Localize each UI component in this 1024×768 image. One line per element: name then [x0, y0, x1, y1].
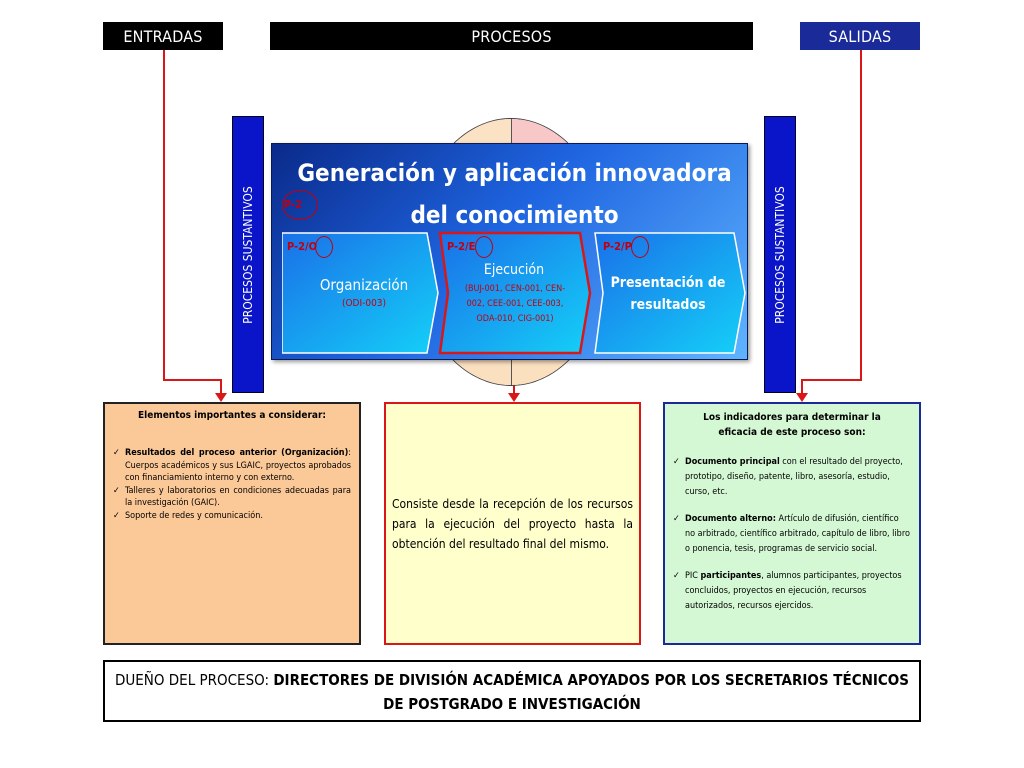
main-process-tag: P-2	[284, 198, 303, 211]
inputs-item-3	[125, 510, 351, 523]
inputs-item-1-text: : Cuerpos académicos y sus LGAIC, proyectos aprobados con financiamiento interno y con externo.	[125, 448, 351, 483]
inputs-item-2-text: Talleres y laboratorios en condiciones adecuadas para la investigación (GAIC).	[125, 485, 351, 508]
outputs-item-2	[685, 512, 911, 557]
side-bar-left	[232, 116, 264, 393]
outputs-item-3-pre: PIC	[685, 571, 701, 581]
outputs-box	[663, 402, 921, 645]
stage-organizacion-tag-capsule	[315, 236, 333, 258]
inputs-box	[103, 402, 361, 645]
outputs-item-3-text: , alumnos participantes, proyectos concluidos, proyectos en ejecución, recursos autorizados, recursos ejercidos.	[685, 571, 902, 611]
stage-ejecucion-detail: (BUJ-001, CEN-001, CEN-002, CEE-001, CEE-003, ODA-010, CIG-001)	[464, 284, 566, 324]
salidas-header: SALIDAS	[800, 22, 920, 50]
side-bar-right-label: PROCESOS SUSTANTIVOS	[773, 185, 787, 324]
main-process-title: Generación y aplicación innovadora del conocimiento	[297, 159, 732, 229]
stage-presentacion-tag-capsule	[631, 236, 649, 258]
inputs-item-2	[125, 485, 351, 510]
inputs-item-1	[125, 447, 351, 485]
stage-organizacion-detail: (ODI-003)	[341, 298, 387, 309]
outputs-item-1-bold: Documento principal	[685, 457, 780, 467]
outputs-item-3	[685, 569, 911, 614]
process-owner-box	[103, 660, 921, 722]
process-owner-prefix: DUEÑO DEL PROCESO:	[114, 671, 274, 689]
main-process-tag-capsule	[282, 190, 318, 220]
entradas-arrowhead	[215, 393, 227, 402]
side-bar-right	[764, 116, 796, 393]
stage-organizacion-title: Organización	[319, 276, 409, 294]
procesos-header: PROCESOS	[270, 22, 753, 50]
stage-presentacion-tag: P-2/P	[603, 240, 632, 253]
salidas-arrowhead	[796, 393, 808, 402]
outputs-item-1-text: con el resultado del proyecto, prototipo, diseño, patente, libro, asesoría, estudio, curso, etc.	[685, 457, 903, 497]
process-description-text: Consiste desde la recepción de los recursos para la ejecución del proyecto hasta la obtención del resultado final del mismo.	[392, 497, 633, 551]
outputs-heading: Los indicadores para determinar la eficacia de este proceso son:	[703, 412, 881, 438]
stage-presentacion-title: Presentación de resultados	[610, 275, 726, 313]
stage-ejecucion-title: Ejecución	[483, 262, 545, 278]
process-description-box	[384, 402, 641, 645]
side-bar-left-label: PROCESOS SUSTANTIVOS	[241, 185, 255, 324]
stage-ejecucion-tag-capsule	[475, 236, 493, 258]
inputs-item-1-bold: Resultados del proceso anterior (Organización)	[125, 448, 349, 458]
ejecucion-arrowhead	[508, 393, 520, 402]
inputs-heading: Elementos importantes a considerar:	[137, 410, 327, 421]
inputs-item-3-text: Soporte de redes y comunicación.	[125, 510, 263, 521]
outputs-item-2-bold: Documento alterno:	[685, 514, 776, 524]
stage-ejecucion-tag: P-2/E	[447, 240, 476, 253]
outputs-item-3-bold: participantes	[700, 571, 762, 581]
outputs-item-2-text: Artículo de difusión, científico no arbitrado, científico arbitrado, capítulo de libro, libro o ponencia, tesis, programas de servicio social.	[685, 514, 910, 554]
process-owner-value: DIRECTORES DE DIVISIÓN ACADÉMICA APOYADOS POR LOS SECRETARIOS TÉCNICOS DE POSTGRADO E INVESTIGACIÓN	[273, 671, 909, 713]
stage-organizacion-tag: P-2/O	[287, 240, 318, 253]
entradas-header: ENTRADAS	[103, 22, 223, 50]
outputs-item-1	[685, 455, 911, 500]
